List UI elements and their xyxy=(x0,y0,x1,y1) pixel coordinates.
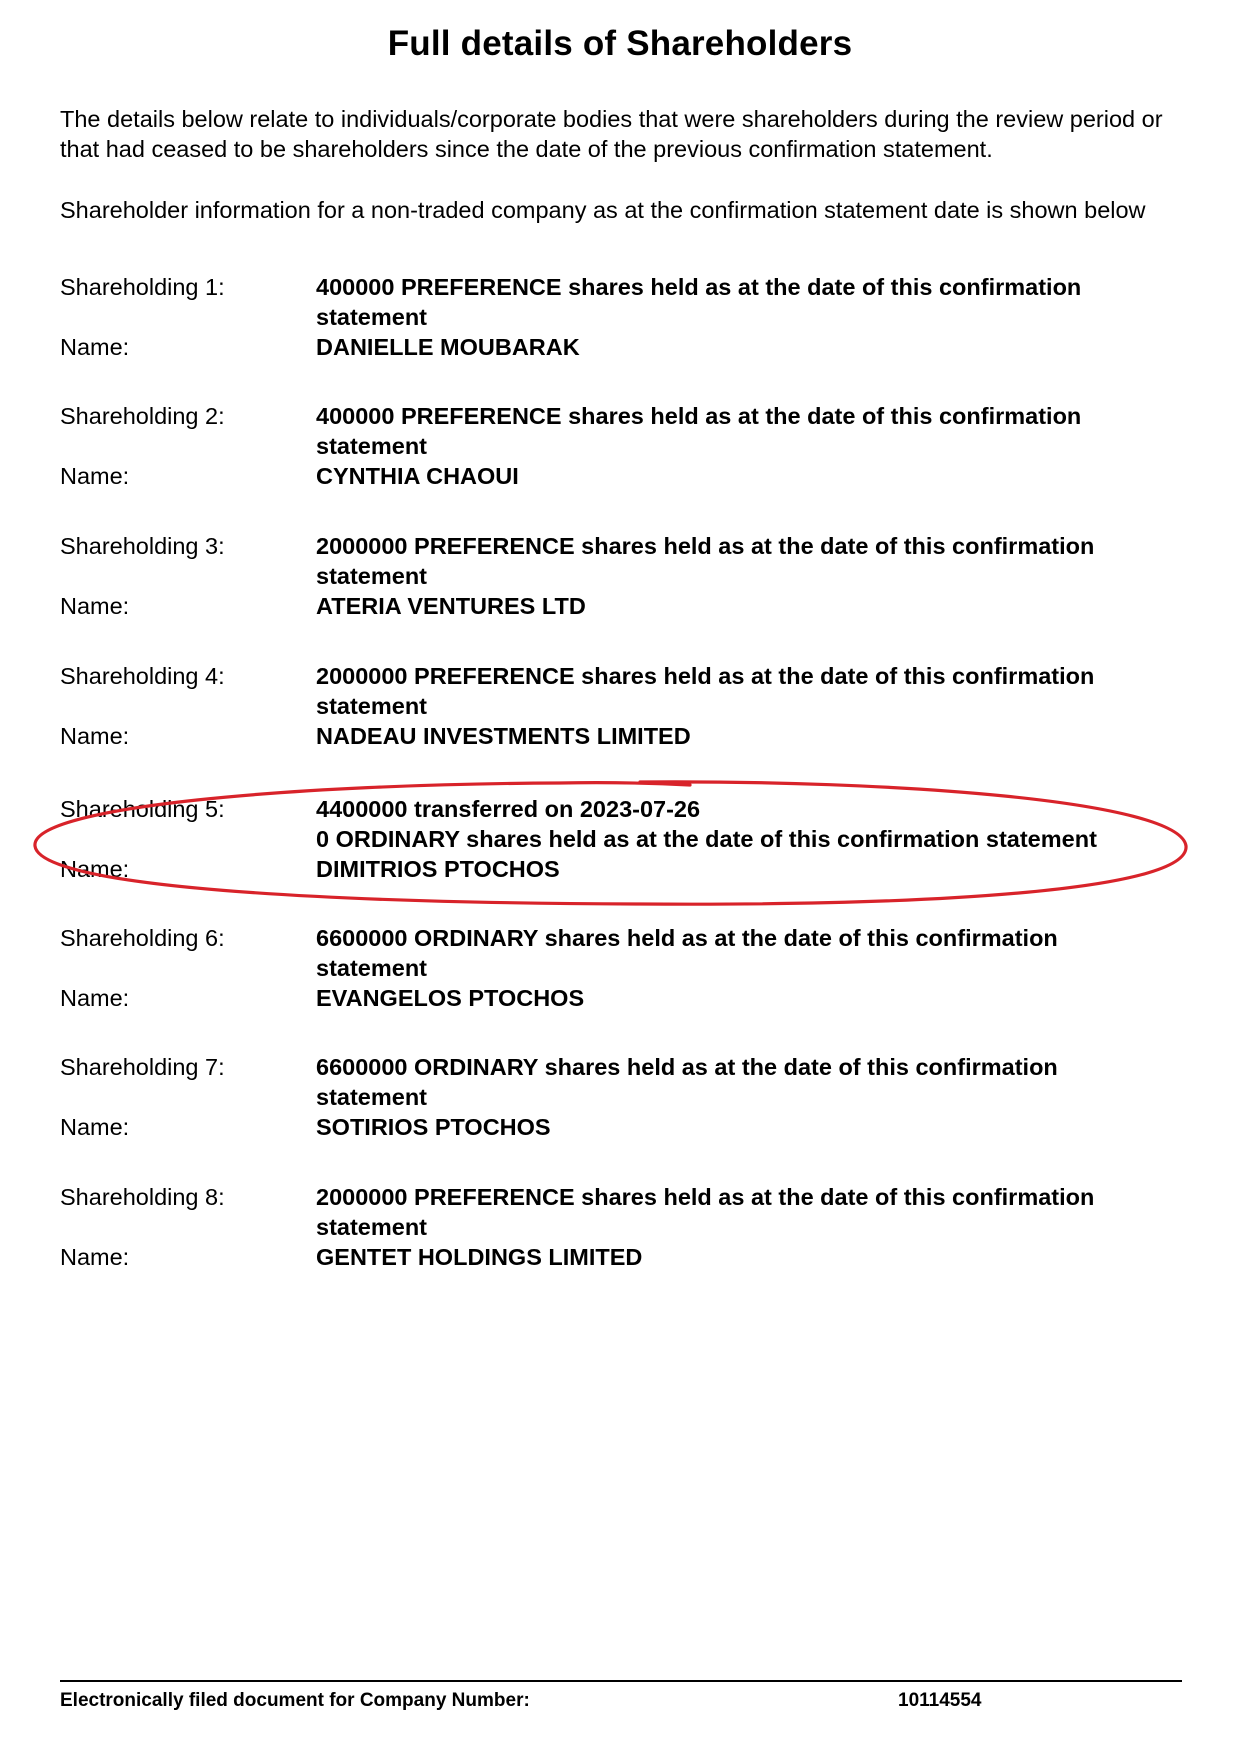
shareholding-entry xyxy=(60,794,1180,884)
name-label: Name: xyxy=(60,593,130,619)
shareholding-detail: statement xyxy=(316,1214,428,1240)
name-label: Name: xyxy=(60,856,130,882)
page-title: Full details of Shareholders xyxy=(387,24,853,63)
shareholding-entry xyxy=(60,661,1180,751)
name-label: Name: xyxy=(60,1244,130,1270)
shareholding-detail: statement xyxy=(316,693,428,719)
shareholding-detail: 400000 PREFERENCE shares held as at the date of this confirmation xyxy=(316,274,1082,300)
name-label: Name: xyxy=(60,723,130,749)
name-label: Name: xyxy=(60,463,130,489)
shareholding-entry xyxy=(60,531,1180,621)
shareholding-detail: statement xyxy=(316,304,428,330)
intro-paragraph: Shareholder information for a non-traded company as at the confirmation statement date is shown below xyxy=(60,197,1146,223)
footer-label: Electronically filed document for Company Number: xyxy=(60,1690,530,1711)
footer-rule xyxy=(60,1680,1182,1682)
shareholding-entry xyxy=(60,272,1180,362)
name-label: Name: xyxy=(60,1114,130,1140)
intro-paragraph: The details below relate to individuals/corporate bodies that were shareholders during the review period or that had ceased to be shareholders since the date of the previous confirmation statement. xyxy=(60,106,1163,162)
shareholding-label: Shareholding 6: xyxy=(60,925,225,951)
shareholder-name: NADEAU INVESTMENTS LIMITED xyxy=(316,723,691,749)
shareholder-name: CYNTHIA CHAOUI xyxy=(316,463,519,489)
shareholding-detail: 0 ORDINARY shares held as at the date of this confirmation statement xyxy=(316,826,1097,852)
shareholding-entry xyxy=(60,1182,1180,1272)
shareholding-label: Shareholding 4: xyxy=(60,663,225,689)
shareholding-entry xyxy=(60,401,1180,491)
company-number: 10114554 xyxy=(898,1690,982,1711)
shareholding-label: Shareholding 5: xyxy=(60,796,225,822)
shareholding-label: Shareholding 8: xyxy=(60,1184,225,1210)
shareholding-detail: 6600000 ORDINARY shares held as at the date of this confirmation xyxy=(316,925,1058,951)
shareholding-detail: 2000000 PREFERENCE shares held as at the date of this confirmation xyxy=(316,663,1095,689)
shareholding-entry xyxy=(60,1052,1180,1142)
shareholder-name: SOTIRIOS PTOCHOS xyxy=(316,1114,551,1140)
shareholding-detail: statement xyxy=(316,433,428,459)
shareholding-label: Shareholding 3: xyxy=(60,533,225,559)
shareholding-label: Shareholding 2: xyxy=(60,403,225,429)
shareholding-detail: 2000000 PREFERENCE shares held as at the date of this confirmation xyxy=(316,1184,1095,1210)
shareholding-detail: statement xyxy=(316,1084,428,1110)
shareholding-detail: 400000 PREFERENCE shares held as at the date of this confirmation xyxy=(316,403,1082,429)
shareholding-detail: statement xyxy=(316,563,428,589)
shareholder-name: ATERIA VENTURES LTD xyxy=(316,593,586,619)
shareholding-label: Shareholding 1: xyxy=(60,274,225,300)
shareholder-name: DIMITRIOS PTOCHOS xyxy=(316,856,560,882)
shareholding-entry xyxy=(60,923,1180,1013)
shareholding-label: Shareholding 7: xyxy=(60,1054,225,1080)
shareholding-detail: 6600000 ORDINARY shares held as at the date of this confirmation xyxy=(316,1054,1058,1080)
shareholder-name: EVANGELOS PTOCHOS xyxy=(316,985,585,1011)
shareholder-name: DANIELLE MOUBARAK xyxy=(316,334,580,360)
name-label: Name: xyxy=(60,985,130,1011)
name-label: Name: xyxy=(60,334,130,360)
shareholding-detail: 2000000 PREFERENCE shares held as at the date of this confirmation xyxy=(316,533,1095,559)
shareholder-name: GENTET HOLDINGS LIMITED xyxy=(316,1244,643,1270)
shareholding-detail: 4400000 transferred on 2023-07-26 xyxy=(316,796,701,822)
shareholding-detail: statement xyxy=(316,955,428,981)
